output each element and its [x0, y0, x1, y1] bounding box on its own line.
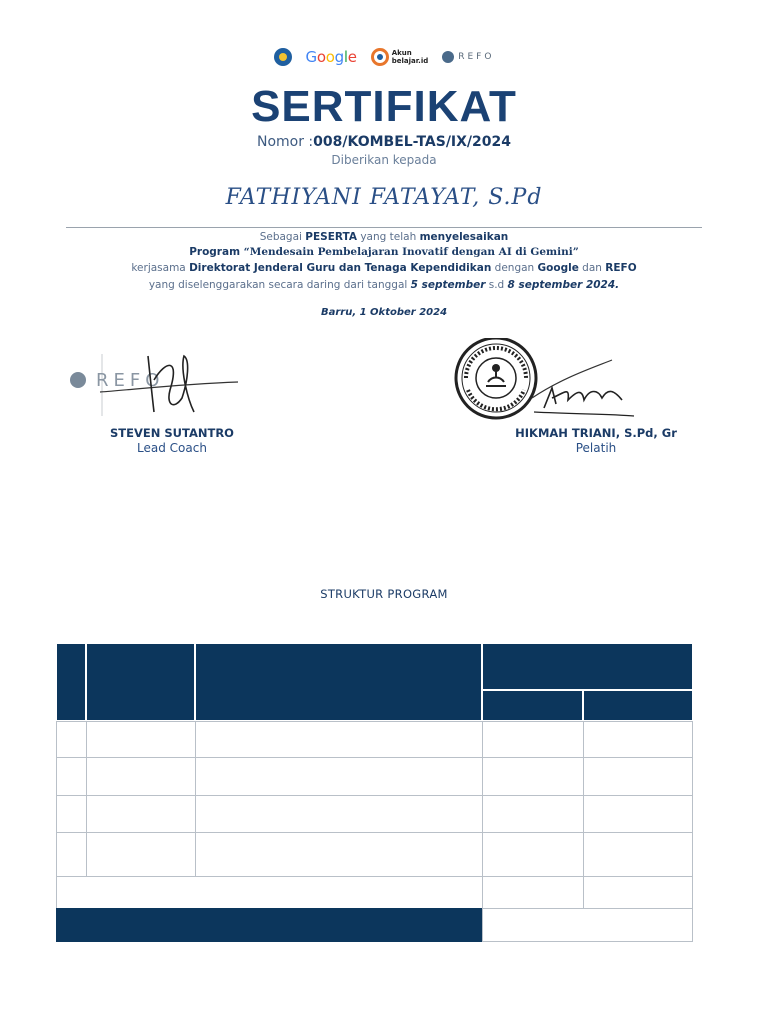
svg-text:REFO: REFO	[96, 370, 165, 391]
table-footer-cell	[56, 908, 482, 942]
community-stamp-icon	[456, 338, 536, 418]
text: Program	[189, 246, 244, 258]
table-header-cell	[195, 643, 482, 721]
table-cell	[583, 832, 693, 877]
refo-logo-text: REFO	[458, 52, 495, 62]
right-signature	[452, 338, 642, 422]
place-date: Barru, 1 Oktober 2024	[320, 307, 448, 318]
left-signer-role: Lead Coach	[137, 441, 207, 455]
table-cell	[583, 876, 693, 909]
table-cell	[482, 757, 584, 796]
table-cell	[482, 795, 584, 833]
akun-belajar-icon	[371, 48, 389, 66]
table-cell	[195, 795, 483, 833]
text-bold: Direktorat Jenderal Guru dan Tenaga Kependidikan	[189, 262, 492, 274]
table-cell	[583, 721, 693, 758]
table-cell	[56, 721, 87, 758]
table-cell	[195, 832, 483, 877]
refo-watermark-icon	[70, 372, 86, 388]
table-cell	[482, 876, 584, 909]
text: kerjasama	[131, 262, 190, 274]
kemdikbud-logo-icon	[274, 48, 292, 66]
refo-logo	[442, 51, 494, 63]
table-cell	[482, 721, 584, 758]
text: dengan	[491, 262, 538, 274]
partner-logos	[0, 44, 768, 70]
google-logo: Google	[305, 48, 357, 66]
text-bold: Google	[537, 262, 579, 274]
table-cell	[195, 721, 483, 758]
table-cell	[56, 757, 87, 796]
text-bold: menyelesaikan	[419, 231, 509, 243]
text: Sebagai	[259, 231, 306, 243]
table-cell	[482, 832, 584, 877]
table-cell	[86, 757, 196, 796]
program-line	[0, 246, 768, 258]
refo-logo-icon	[442, 51, 454, 63]
text-bold: PESERTA	[305, 231, 357, 243]
date-range-line	[0, 279, 768, 291]
recipient-name: FATHIYANI FATAYAT, S.Pd	[225, 185, 543, 210]
right-signer-role: Pelatih	[575, 441, 617, 455]
akun-belajar-logo	[371, 48, 429, 66]
certificate-title: SERTIFIKAT	[251, 82, 517, 131]
partnership-line	[0, 262, 768, 274]
table-cell	[86, 795, 196, 833]
table-header-cell	[56, 643, 86, 721]
left-signer-name: STEVEN SUTANTRO	[110, 426, 234, 440]
table-cell	[86, 832, 196, 877]
table-cell	[86, 721, 196, 758]
program-title: “Mendesain Pembelajaran Inovatif dengan AI di Gemini”	[243, 246, 579, 258]
akun-line1: Akun	[391, 49, 412, 57]
text: yang telah	[357, 231, 420, 243]
table-header-cell	[86, 643, 195, 721]
text: yang diselenggarakan secara daring dari tanggal	[148, 279, 411, 291]
text-bold: REFO	[605, 262, 637, 274]
right-signer-name: HIKMAH TRIANI, S.Pd, Gr	[515, 426, 677, 440]
table-cell	[56, 832, 87, 877]
table-cell	[56, 795, 87, 833]
end-date: 8 september 2024.	[507, 279, 620, 291]
table-header-cell	[583, 690, 693, 721]
number-value: 008/KOMBEL-TAS/IX/2024	[313, 134, 512, 150]
number-label: Nomor :	[256, 134, 314, 150]
table-total-label-cell	[56, 876, 483, 909]
table-cell	[195, 757, 483, 796]
text: s.d	[485, 279, 508, 291]
text: dan	[578, 262, 606, 274]
start-date: 5 september	[410, 279, 486, 291]
table-cell	[583, 757, 693, 796]
akun-line2: belajar.id	[391, 57, 429, 65]
certificate-number	[0, 134, 768, 150]
table-cell	[482, 908, 693, 942]
table-header-cell	[482, 690, 583, 721]
table-cell	[583, 795, 693, 833]
given-to-label: Diberikan kepada	[331, 153, 437, 167]
participant-line	[0, 231, 768, 243]
divider	[66, 227, 702, 228]
structure-heading: STRUKTUR PROGRAM	[320, 587, 448, 601]
table-header-cell	[482, 643, 693, 690]
left-signature	[70, 350, 250, 420]
